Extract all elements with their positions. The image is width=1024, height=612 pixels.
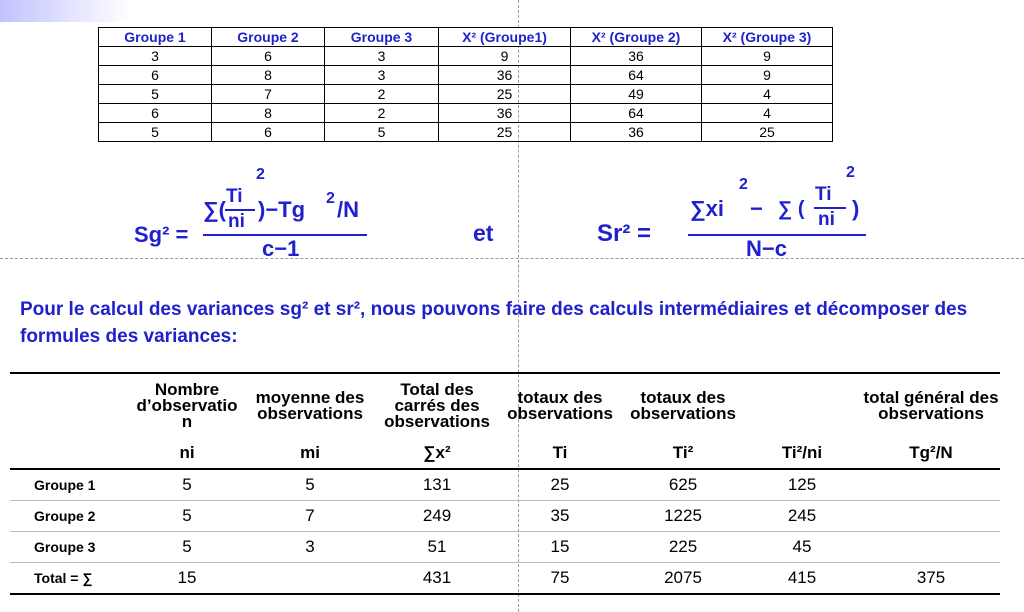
symbol-cell: Tg²/N bbox=[862, 438, 1000, 469]
symbol-cell: Ti² bbox=[624, 438, 742, 469]
total-cell: 375 bbox=[862, 563, 1000, 595]
table-row bbox=[99, 47, 833, 66]
table-cell: 7 bbox=[242, 501, 378, 532]
row-label: Groupe 2 bbox=[10, 501, 132, 532]
table-row bbox=[99, 66, 833, 85]
column-header: Groupe 1 bbox=[99, 28, 212, 47]
total-cell: 15 bbox=[132, 563, 242, 595]
column-header: Groupe 3 bbox=[325, 28, 439, 47]
sg-num-end: /N bbox=[337, 197, 359, 222]
sr-exp-ti: 2 bbox=[846, 164, 855, 181]
sr-num-minus: − bbox=[750, 196, 763, 221]
summary-table bbox=[10, 372, 1000, 595]
total-row bbox=[10, 563, 1000, 595]
table-cell: 36 bbox=[571, 123, 702, 142]
table-cell: 36 bbox=[571, 47, 702, 66]
column-header: total général des observations bbox=[862, 373, 1000, 438]
table-cell: 36 bbox=[439, 104, 571, 123]
observations-table bbox=[98, 27, 833, 142]
sg-exp-ti: 2 bbox=[256, 166, 265, 183]
table-cell: 36 bbox=[439, 66, 571, 85]
row-label: Total = ∑ bbox=[10, 563, 132, 595]
table-cell: 25 bbox=[439, 123, 571, 142]
column-header: Nombre d’observatio n bbox=[132, 373, 242, 438]
table-row bbox=[10, 532, 1000, 563]
table-cell: 5 bbox=[99, 85, 212, 104]
table-cell: 249 bbox=[378, 501, 496, 532]
sr-num-close: ) bbox=[852, 196, 860, 221]
table-cell: 5 bbox=[132, 469, 242, 501]
column-header: totaux des observations bbox=[624, 373, 742, 438]
table-cell: 25 bbox=[439, 85, 571, 104]
table-cell bbox=[862, 501, 1000, 532]
column-header: X² (Groupe1) bbox=[439, 28, 571, 47]
table-cell: 15 bbox=[496, 532, 624, 563]
table-cell: 64 bbox=[571, 66, 702, 85]
table-cell: 131 bbox=[378, 469, 496, 501]
row-label: Groupe 3 bbox=[10, 532, 132, 563]
table-cell: 9 bbox=[439, 47, 571, 66]
symbol-cell: Ti bbox=[496, 438, 624, 469]
table-cell: 25 bbox=[496, 469, 624, 501]
table-cell: 5 bbox=[132, 501, 242, 532]
column-header: X² (Groupe 2) bbox=[571, 28, 702, 47]
table-cell: 8 bbox=[212, 66, 325, 85]
table-row bbox=[99, 104, 833, 123]
sr-num-sigma: ∑ ( bbox=[778, 198, 805, 220]
table-cell: 4 bbox=[702, 104, 833, 123]
table-cell: 7 bbox=[212, 85, 325, 104]
sg-exp-tg: 2 bbox=[326, 190, 335, 207]
table-cell: 6 bbox=[212, 123, 325, 142]
total-cell: 431 bbox=[378, 563, 496, 595]
table-cell: 45 bbox=[742, 532, 862, 563]
table-row bbox=[10, 501, 1000, 532]
table-cell bbox=[862, 469, 1000, 501]
table-cell: 49 bbox=[571, 85, 702, 104]
sr-num-ni: ni bbox=[818, 209, 835, 230]
total-cell: 75 bbox=[496, 563, 624, 595]
table-cell: 5 bbox=[132, 532, 242, 563]
table-cell: 245 bbox=[742, 501, 862, 532]
table-cell: 2 bbox=[325, 85, 439, 104]
table-cell: 3 bbox=[325, 47, 439, 66]
table-cell: 3 bbox=[325, 66, 439, 85]
table-cell: 625 bbox=[624, 469, 742, 501]
table-cell: 5 bbox=[242, 469, 378, 501]
table-header-row bbox=[99, 28, 833, 47]
summary-header-row bbox=[10, 373, 1000, 438]
table-cell: 1225 bbox=[624, 501, 742, 532]
row-label: Groupe 1 bbox=[10, 469, 132, 501]
slide-corner-decoration bbox=[0, 0, 130, 22]
table-cell: 125 bbox=[742, 469, 862, 501]
table-row bbox=[99, 123, 833, 142]
total-cell bbox=[242, 563, 378, 595]
symbol-cell bbox=[10, 438, 132, 469]
table-cell: 8 bbox=[212, 104, 325, 123]
sg-num-ni: ni bbox=[228, 211, 245, 232]
sg-num-ti: Ti bbox=[226, 186, 243, 207]
summary-symbol-row bbox=[10, 438, 1000, 469]
sr-exp-xi: 2 bbox=[739, 176, 748, 193]
column-header bbox=[10, 373, 132, 438]
sr-denominator: N−c bbox=[746, 236, 787, 261]
symbol-cell: ni bbox=[132, 438, 242, 469]
table-cell: 35 bbox=[496, 501, 624, 532]
sr-num-xi: ∑xi bbox=[690, 196, 725, 221]
connector-text: et bbox=[473, 220, 494, 246]
explanation-paragraph: Pour le calcul des variances sg² et sr², nous pouvons faire des calculs intermédiaires et décomposer des formules des variances: bbox=[20, 299, 968, 347]
table-cell bbox=[862, 532, 1000, 563]
sr-label: Sr² = bbox=[597, 220, 652, 247]
column-header: Groupe 2 bbox=[212, 28, 325, 47]
table-cell: 5 bbox=[325, 123, 439, 142]
table-cell: 4 bbox=[702, 85, 833, 104]
total-cell: 2075 bbox=[624, 563, 742, 595]
table-cell: 3 bbox=[99, 47, 212, 66]
column-header: moyenne des observations bbox=[242, 373, 378, 438]
column-header: Total des carrés des observations bbox=[378, 373, 496, 438]
symbol-cell: Ti²/ni bbox=[742, 438, 862, 469]
sg-label: Sg² = bbox=[134, 222, 189, 247]
sg-num-sigma: ∑( bbox=[203, 197, 227, 222]
table-cell: 2 bbox=[325, 104, 439, 123]
table-row bbox=[10, 469, 1000, 501]
column-header bbox=[742, 373, 862, 438]
table-cell: 3 bbox=[242, 532, 378, 563]
total-cell: 415 bbox=[742, 563, 862, 595]
table-cell: 25 bbox=[702, 123, 833, 142]
sr-num-ti: Ti bbox=[815, 184, 832, 205]
column-header: totaux des observations bbox=[496, 373, 624, 438]
table-cell: 5 bbox=[99, 123, 212, 142]
symbol-cell: ∑x² bbox=[378, 438, 496, 469]
table-cell: 64 bbox=[571, 104, 702, 123]
table-cell: 225 bbox=[624, 532, 742, 563]
table-cell: 6 bbox=[99, 66, 212, 85]
sg-denominator: c−1 bbox=[262, 236, 300, 261]
table-cell: 9 bbox=[702, 47, 833, 66]
table-cell: 6 bbox=[99, 104, 212, 123]
column-header: X² (Groupe 3) bbox=[702, 28, 833, 47]
symbol-cell: mi bbox=[242, 438, 378, 469]
table-cell: 9 bbox=[702, 66, 833, 85]
table-cell: 51 bbox=[378, 532, 496, 563]
table-cell: 6 bbox=[212, 47, 325, 66]
sg-num-rest: )−Tg bbox=[258, 197, 306, 222]
horizontal-guide-line bbox=[0, 258, 1024, 259]
table-row bbox=[99, 85, 833, 104]
